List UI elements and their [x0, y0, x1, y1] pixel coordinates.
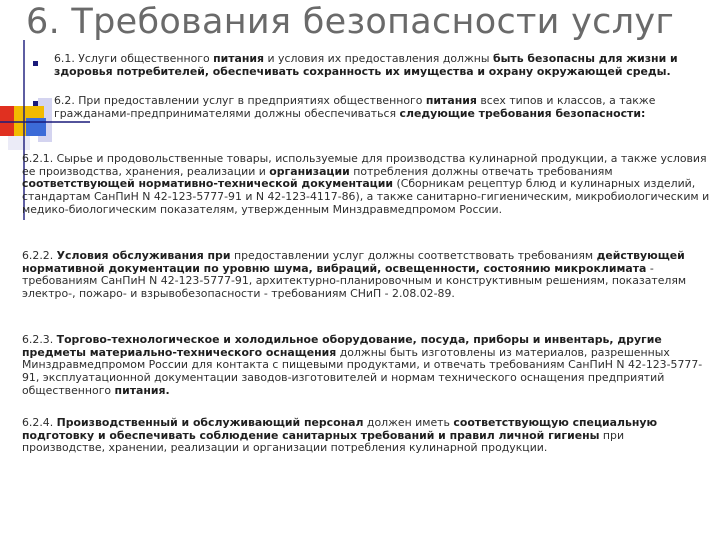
para-text: 6.2.3. [22, 333, 57, 346]
para-text: соответствующей нормативно-технической документации [22, 177, 393, 191]
para-text: должны быть изготовлены из материалов, разрешенных Минздравмедпромом России для контакта с пищевыми продуктами, и отвечать требованиям СанПиН N 42-123-5777-91, эксплуатационной документации заводов-изготовителей и нормам технического оснащения предприятий общественного [22, 345, 703, 397]
para-text: организации [269, 164, 350, 178]
item-text: 6.2. При предоставлении услуг в предприятиях общественного [54, 94, 426, 107]
para-text: предоставлении услуг должны соответствовать требованиям [230, 249, 597, 262]
paragraph-6-2-4 [22, 417, 710, 455]
item-text: быть безопасны для жизни и здоровья потребителей, обеспечивать сохранность их имущества и охрану окружающей среды. [54, 52, 678, 78]
paragraph-6-2-3 [22, 334, 710, 398]
para-text: 6.2.2. [22, 249, 57, 262]
item-text: 6.1. Услуги общественного [54, 52, 214, 65]
list-item-6-2 [54, 95, 709, 120]
para-text: действующей нормативной документации по уровню шума, вибраций, освещенности, состоянию микроклимата [22, 249, 685, 275]
para-text: Торгово-технологическое и холодильное оборудование, посуда, приборы и инвентарь, другие предметы материально-технического оснащения [22, 333, 662, 359]
paragraph-6-2-1 [22, 153, 710, 217]
item-text: питания [213, 52, 265, 65]
list-item-6-1 [54, 53, 709, 78]
page-title: 6. Требования безопасности услуг [26, 2, 675, 42]
para-text: при производстве, хранении, реализации и организации потребления кулинарной продукции. [22, 428, 625, 455]
bullet-icon [33, 101, 38, 106]
item-text: всех типов и классов, а также гражданами-предпринимателями должны обеспечиваться [54, 94, 656, 120]
para-text: 6.2.1. Сырье и продовольственные товары, используемые для производства кулинарной продукции, а также условия ее производства, хранения, реализации и [22, 152, 707, 178]
para-text: соответствующую специальную подготовку и обеспечивать соблюдение санитарных требований и правил личной гигиены [22, 416, 658, 442]
item-text: питания [425, 94, 477, 107]
para-text: должен иметь [363, 416, 454, 429]
item-text: следующие требования безопасности: [399, 106, 646, 120]
para-text: потребления должны отвечать требованиям [349, 164, 613, 178]
para-text: питания. [114, 383, 170, 397]
para-text: 6.2.4. [22, 416, 57, 429]
para-text: Условия обслуживания при [56, 249, 231, 262]
para-text: Производственный и обслуживающий персонал [56, 416, 364, 429]
bullet-icon [33, 61, 38, 66]
item-text: и условия их предоставления должны [264, 52, 493, 65]
para-text: (Сборникам рецептур блюд и кулинарных изделий, стандартам СанПиН N 42-123-5777-91 и N 42-123-4117-86), а также санитарно-гигиеническим, микробиологическим и медико-биологическим показателям, утвержденным Минздравмедпромом России. [22, 177, 710, 216]
para-text: - требованиям СанПиН N 42-123-5777-91, архитектурно-планировочным и конструктивным решениям, показателям электро-, пожаро- и взрывобезопасности - требованиям СНиП - 2.08.02-89. [22, 261, 687, 301]
paragraph-6-2-2 [22, 250, 710, 301]
